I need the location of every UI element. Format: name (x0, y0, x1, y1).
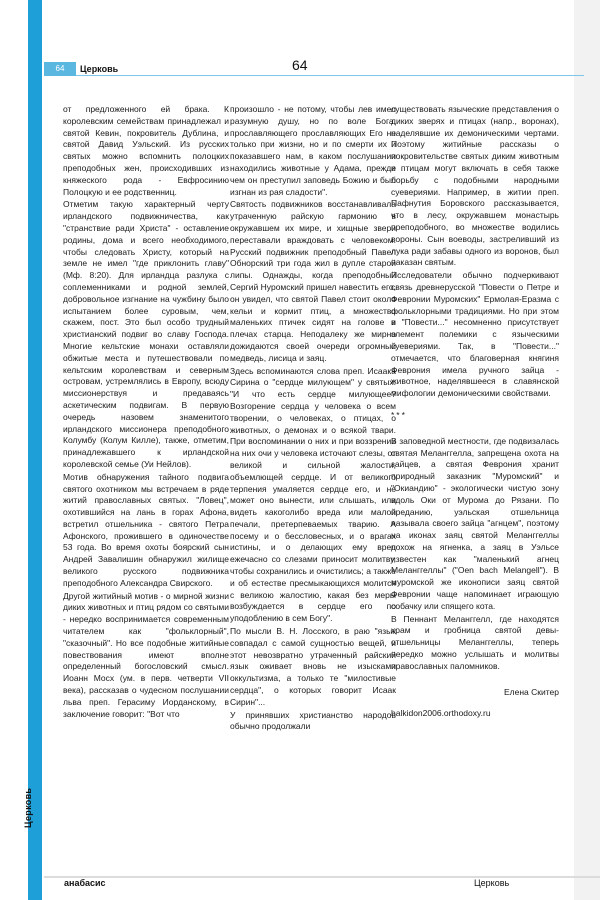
side-section-label: Церковь (23, 787, 33, 828)
text-column-2 (230, 104, 396, 734)
paragraph: от предложенного ей брака. К королевским семействам принадлежал и святой Кевин, покровитель Дублина, и святой Давид Уэльский. Из русских святых можно вспомнить полоцких преподобных жен, происходивших из княжеского рода - Евфросинию Полоцкую и ее родственниц. (63, 104, 229, 197)
paragraph: В заповедной местности, где подвизалась святая Меланггелла, запрещена охота на зайцев, а святая Феврония хранит природный заказник "Муромский" и "Окиандию" - экологически чистую зону вдоль Оки от Мурома до Рязани. По преданию, уэльская отшельница называла своего зайца "агнцем", поэтому на иконах заяц святой Меланггеллы похож на ягненка, а заяц в Уэльсе известен как "маленький агнец Меланггеллы" ("Oen bach Melangell"). В муромской же иконописи заяц святой Февронии чаще напоминает играющую собачку или спящего кота. (391, 435, 559, 611)
section-title: Церковь (80, 64, 119, 74)
source-link[interactable]: halkidon2006.orthodoxy.ru (391, 708, 491, 719)
paragraph: Святость подвижников восстанавливала утраченную райскую гармонию в окружавшем их мире, и хищные звери переставали враждовать с человеком. Русский подвижник преподобный Павел Обнорский три года жил в дупле старой липы. Однажды, когда преподобный Сергий Нуромский пришел навестить его, он увидел, что святой Павел стоит около кельи и кормит птиц, а множество маленьких птичек сидят на голове и плечах старца. Неподалеку же мирно дожидаются своей очереди огромный медведь, лисица и заяц. (230, 199, 396, 363)
magazine-name: анабасис (64, 878, 106, 888)
header-rule (76, 75, 584, 76)
footer-section: Церковь (474, 878, 510, 888)
page-number-tab: 64 (44, 62, 76, 76)
text-column-3 (391, 104, 559, 721)
paragraph: Отметим такую характерный черту ирландского подвижничества, как "странствие ради Христа" - оставление родины, дома и всего необходимого, чтобы следовать Христу, который на земле не имел "где приклонить главу" (Мф. 8:20). Для ирландца разлука с соплеменниками и родной землей, добровольное изгнание на чужбину было испытанием более суровым, чем, скажем, пост. Это был особо трудный христианский подвиг во славу Господа. Многие кельтские монахи оставляли обжитые места и путешествовали по кельтским королевствам и северным островам, устремлялись в Европу, всюду миссионерствуя и предаваясь аскетическим подвигам. В первую очередь назовем знаменитого ирландского миссионера преподобного Колумбу (Колум Килле), также, отметим, принадлежавшего к ирландской королевской семье (Уи Нейлов). (63, 199, 229, 469)
section-separator: *** (391, 409, 407, 420)
paragraph: существовать языческие представления о диких зверях и птицах (напр., воронах), наделявшие их демоническими чертами. Поэтому житийные рассказы о покровительстве святых диким животным и птицам могут включать в себя также борьбу с подобными народными суевериями. Например, в житии преп. Пафнутия Боровского рассказывается, что в лесу, окружавшем монастырь преподобного, во множестве водились вороны. Сын воеводы, застреливший из лука ради забавы одного из воронов, был наказан святым. (391, 104, 559, 268)
paragraph: Другой житийный мотив - о мирной жизни диких животных и птиц рядом со святыми - нередко воспринимается современным читателем как "фольклорный", "сказочный". Но все подобные житийные повествования имеют вполне определенный богословский смысл. Иоанн Мосх (ум. в перв. четверти VII века), рассказав о чудесном послушании льва преп. Герасиму Иорданскому, в заключение говорит: "Вот что (63, 590, 229, 719)
right-margin-strip (574, 0, 600, 900)
paragraph: произошло - не потому, чтобы лев имел разумную душу, но по воле Бога, прославляющего прославляющих Его не только при жизни, но и по смерти их и показавшего нам, в каком послушании находились животные у Адама, прежде чем он преступил заповедь Божию и был изгнан из рая сладости". (230, 104, 396, 197)
paragraph: По мысли В. Н. Лосского, в раю "язык совпадал с самой сущностью вещей, и этот невозвратно утраченный райский язык оживает вновь не изысками оккультизма, а только те "милостивые сердца", о которых говорит Исаак Сирин"... (230, 626, 396, 707)
page-footer (44, 876, 600, 900)
paragraph: Здесь вспоминаются слова преп. Исаака Сирина о "сердце милующем" у святых: "И что есть сердце милующее? Возгорение сердца у человека о всем творении, о человеках, о птицах, о животных, о демонах и о всякой твари. При воспоминании о них и при воззрении на них очи у человека источают слезы, от великой и сильной жалости, объемлющей сердце. И от великого терпения умаляется сердце его, и не может оно вынести, или слышать, или видеть какоголибо вреда или малой печали, претерпеваемых тварию. А посему и о бессловесных, и о врагах истины, и о делающих ему вред ежечасно со слезами приносит молитву, чтобы сохранились и очистились; а также и об естестве пресмыкающихся молится с великою жалостию, какая без меры возбуждается в сердце его по уподоблению в сем Богу". (230, 365, 396, 624)
side-accent-bar (28, 0, 42, 900)
author-signature: Елена Скитер (504, 686, 559, 697)
page-header (44, 54, 584, 80)
footer-rule (44, 876, 600, 878)
paragraph: Мотив обнаружения тайного подвига святого охотником мы встречаем в ряде житий православных святых. "Ловец", охотившийся на лань в горах Афона, встретил отшельника - святого Петра Афонского, прожившего в одиночестве 53 года. Во время охоты боярский сын Андрей Завалишин обнаружил жилище великого русского подвижника преподобного Александра Свирского. (63, 471, 229, 588)
text-column-1 (63, 104, 229, 721)
paragraph: В Пеннант Меланггелл, где находятся храм и гробница святой девы-отшельницы Меланггеллы, теперь нередко можно услышать и молитвы православных паломников. (391, 613, 559, 671)
paragraph: У принявших христианство народов обычно продолжали (230, 709, 396, 732)
page-number: 64 (292, 57, 308, 73)
paragraph: Исследователи обычно подчеркивают связь древнерусской "Повести о Петре и Февронии Муромских" Ермолая-Еразма с фольклорными традициями. Но при этом в "Повести..." несомненно присутствует элемент полемики с языческими суевериями. Так, в "Повести..." отмечается, что благоверная княгиня Феврония имела ручного зайца - животное, наделявшееся в славянской мифологии демоническими свойствами. (391, 270, 559, 399)
